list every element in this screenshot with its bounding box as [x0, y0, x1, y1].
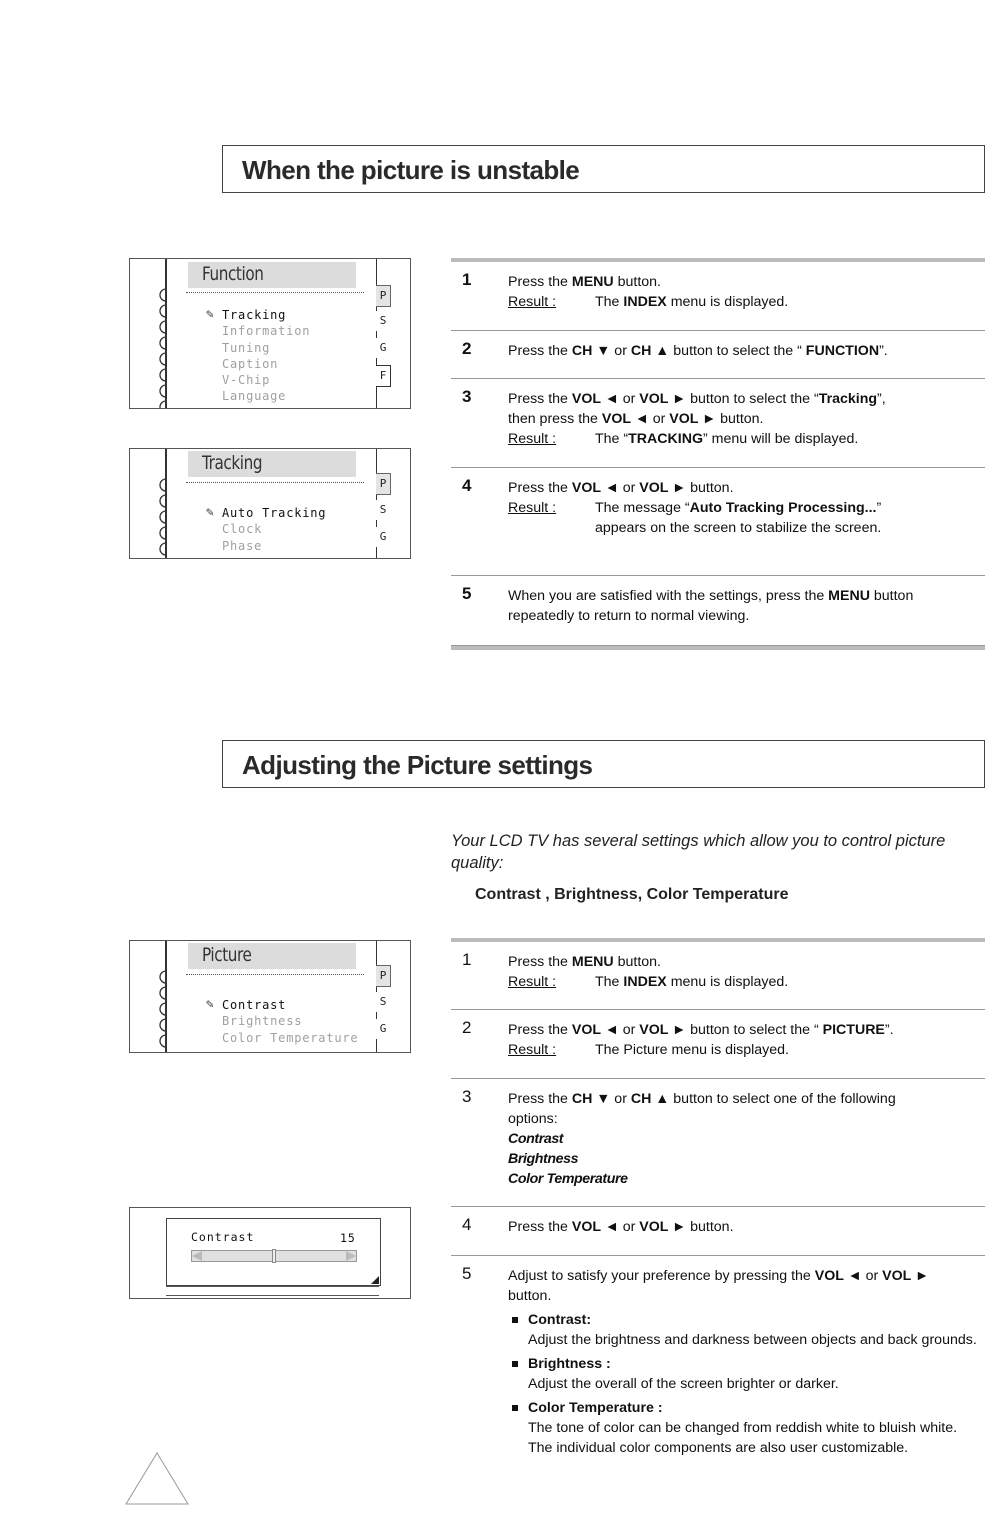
- bullet-brightness: Brightness : Adjust the overall of the screen brighter or darker.: [508, 1354, 978, 1394]
- menu-items: [208, 997, 358, 1046]
- menu-divider: [186, 292, 364, 293]
- bullet-contrast: Contrast: Adjust the brightness and darkness between objects and back grounds.: [508, 1310, 978, 1350]
- step-number: 2: [462, 339, 472, 358]
- option-contrast: Contrast: [508, 1131, 564, 1147]
- step-body: Press the MENU button. Result : The INDEX menu is displayed.: [508, 954, 789, 990]
- menu-header-text: Function: [202, 263, 264, 285]
- result-label: Result :: [508, 431, 557, 447]
- pencil-icon: ✎: [206, 505, 215, 520]
- step-4: [451, 1207, 985, 1256]
- menu-header-text: Tracking: [202, 452, 263, 474]
- tab-g: G: [376, 1019, 390, 1039]
- step-number: 5: [462, 1264, 472, 1283]
- step-body: Press the VOL ◄ or VOL ► button.: [508, 1219, 734, 1235]
- section-title-unstable: [222, 145, 985, 193]
- step-number: 5: [462, 584, 472, 603]
- step-5: [451, 1256, 985, 1506]
- menu-items: [208, 307, 310, 405]
- menu-left-border: [165, 941, 167, 1052]
- menu-item-color-temperature: Color Temperature: [222, 1030, 359, 1045]
- option-color-temperature: Color Temperature: [508, 1171, 628, 1187]
- menu-item-caption: Caption: [222, 356, 279, 371]
- triangle-icon: [125, 1452, 189, 1506]
- step-body: Press the MENU button. Result : The INDEX menu is displayed.: [508, 274, 789, 310]
- tracking-menu-illustration: [129, 448, 411, 559]
- steps-bottom-rule: [451, 646, 985, 650]
- step-1: [451, 262, 985, 331]
- step-number: 1: [462, 950, 472, 969]
- menu-left-border: [165, 259, 167, 408]
- menu-header: [188, 262, 356, 288]
- option-brightness: Brightness: [508, 1151, 579, 1167]
- function-menu-illustration: [129, 258, 411, 409]
- step-body: Adjust to satisfy your preference by pressing the VOL ◄ or VOL ► button. Contrast: Adjust the brightness and darkness between objects and back grounds. Brightness : Adjust the overall of the screen brighter or darker. Color Temperature : The tone of color can be changed from reddish white to bluish white. The individual color components are also user customizable.: [508, 1268, 977, 1456]
- left-arrow-icon: [192, 1251, 202, 1261]
- step-number: 4: [462, 476, 472, 495]
- menu-item-phase: Phase: [222, 538, 263, 553]
- osd-value: 15: [340, 1231, 356, 1245]
- step-body: Press the VOL ◄ or VOL ► button. Result : The message “Auto Tracking Processing...” appears on the screen to stabilize the screen.: [508, 480, 882, 536]
- menu-item-language: Language: [222, 389, 287, 404]
- menu-header-text: Picture: [202, 944, 252, 966]
- tab-g: G: [376, 338, 390, 358]
- step-3: [451, 1079, 985, 1207]
- tab-s: S: [376, 992, 390, 1012]
- menu-divider: [186, 482, 364, 483]
- section-title-picture: [222, 740, 985, 788]
- menu-item-information: Information: [222, 324, 311, 339]
- bullet-color-temperature: Color Temperature : The tone of color can be changed from reddish white to bluish white. The individual color components are also user customizable.: [508, 1398, 978, 1458]
- step-3: [451, 379, 985, 468]
- result-label: Result :: [508, 974, 557, 990]
- step-1: [451, 942, 985, 1010]
- step-number: 3: [462, 387, 472, 406]
- menu-tabs: [376, 449, 407, 558]
- contrast-osd-illustration: [129, 1207, 411, 1299]
- step-body: Press the VOL ◄ or VOL ► button to select the “Tracking”, then press the VOL ◄ or VOL ► button. Result : The “TRACKING” menu will be displayed.: [508, 391, 886, 447]
- menu-tabs: [376, 259, 407, 408]
- section-title-text: Adjusting the Picture settings: [242, 750, 593, 780]
- tab-s: S: [376, 311, 390, 331]
- step-2: [451, 1010, 985, 1079]
- pencil-icon: ✎: [206, 997, 215, 1012]
- menu-items: [208, 505, 326, 554]
- tab-s: S: [376, 500, 390, 520]
- menu-divider: [186, 974, 364, 975]
- osd-screen: [166, 1218, 381, 1286]
- step-body: Press the VOL ◄ or VOL ► button to select the “ PICTURE”. Result : The Picture menu is displayed.: [508, 1022, 894, 1058]
- tab-p: P: [376, 965, 391, 987]
- result-label: Result :: [508, 1042, 557, 1058]
- menu-header: [188, 451, 356, 477]
- result-label: Result :: [508, 294, 557, 310]
- tab-p: P: [376, 473, 391, 495]
- menu-tabs: [376, 941, 407, 1052]
- tab-f: F: [376, 365, 391, 387]
- picture-menu-illustration: [129, 940, 411, 1053]
- menu-left-border: [165, 449, 167, 558]
- step-body: When you are satisfied with the settings, press the MENU button repeatedly to return to normal viewing.: [508, 588, 914, 624]
- settings-subhead: Contrast , Brightness, Color Temperature: [475, 886, 789, 903]
- menu-item-auto-tracking: ✎ Auto Tracking: [206, 505, 327, 520]
- steps-unstable: [451, 258, 985, 650]
- menu-item-clock: Clock: [222, 522, 263, 537]
- menu-item-tuning: Tuning: [222, 340, 271, 355]
- intro-text: Your LCD TV has several settings which allow you to control picture quality:: [451, 832, 946, 872]
- step-number: 3: [462, 1087, 472, 1106]
- corner-mark: [371, 1276, 379, 1284]
- step-number: 4: [462, 1215, 472, 1234]
- step-4: [451, 468, 985, 576]
- menu-item-contrast: ✎ Contrast: [206, 997, 287, 1012]
- osd-slider-knob: [272, 1249, 276, 1263]
- step-body: Press the CH ▼ or CH ▲ button to select one of the following options: Contrast Brightness Color Temperature: [508, 1089, 978, 1189]
- steps-picture: [451, 938, 985, 1506]
- tab-p: P: [376, 285, 391, 307]
- right-arrow-icon: [346, 1251, 356, 1261]
- menu-item-vchip: V-Chip: [222, 373, 271, 388]
- pencil-icon: ✎: [206, 307, 215, 322]
- osd-base-lines: [166, 1286, 379, 1296]
- menu-item-tracking: ✎ Tracking: [206, 307, 287, 322]
- osd-slider-track: [191, 1250, 357, 1262]
- result-label: Result :: [508, 500, 557, 516]
- step-body: Press the CH ▼ or CH ▲ button to select the “ FUNCTION”.: [508, 343, 888, 359]
- osd-label: Contrast: [191, 1230, 255, 1244]
- section-title-text: When the picture is unstable: [242, 155, 580, 185]
- step-number: 1: [462, 270, 472, 289]
- step-number: 2: [462, 1018, 472, 1037]
- menu-header: [188, 943, 356, 969]
- tab-g: G: [376, 527, 390, 547]
- step-5: [451, 576, 985, 646]
- menu-item-brightness: Brightness: [222, 1014, 303, 1029]
- step-2: [451, 331, 985, 379]
